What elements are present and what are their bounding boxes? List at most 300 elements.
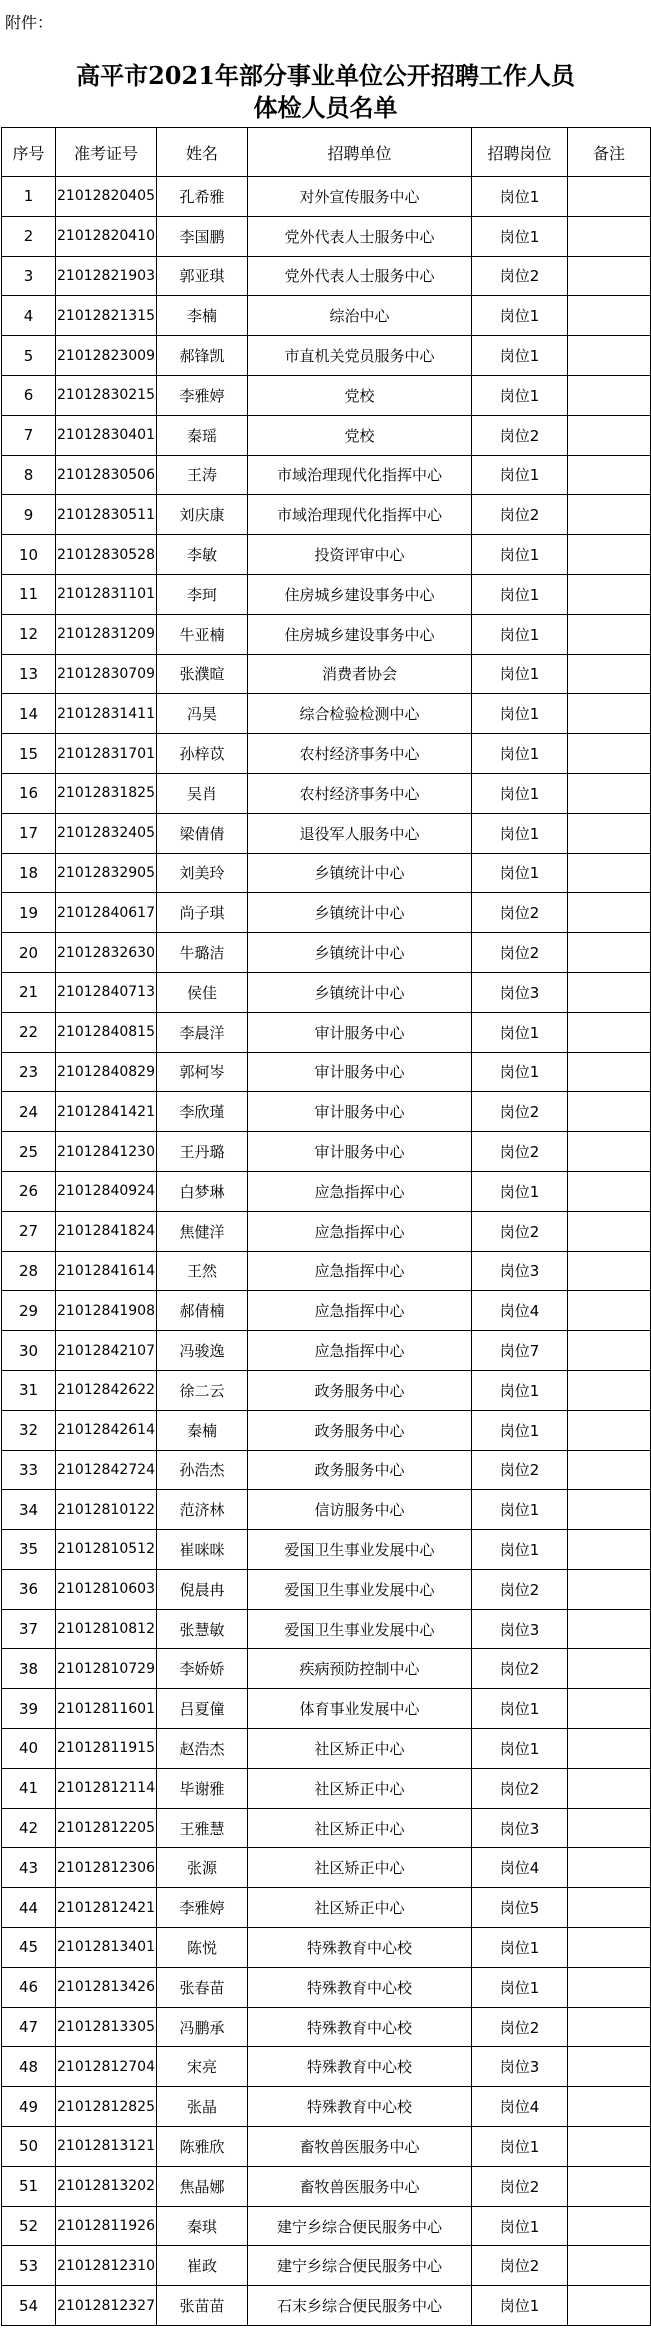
recruiting-unit-cell: 消费者协会 xyxy=(248,654,472,694)
recruiting-unit-cell: 综治中心 xyxy=(248,296,472,336)
recruiting-unit-cell: 爱国卫生事业发展中心 xyxy=(248,1530,472,1570)
position-cell: 岗位1 xyxy=(472,1967,568,2007)
position-cell: 岗位1 xyxy=(472,1530,568,1570)
serial-number-cell: 38 xyxy=(2,1649,56,1689)
ticket-number-cell: 21012841421 xyxy=(56,1092,157,1132)
recruiting-unit-cell: 特殊教育中心校 xyxy=(248,1967,472,2007)
table-row xyxy=(2,1410,651,1450)
ticket-number-cell: 21012810729 xyxy=(56,1649,157,1689)
recruiting-unit-cell: 住房城乡建设事务中心 xyxy=(248,574,472,614)
table-row xyxy=(2,2047,651,2087)
table-row xyxy=(2,1490,651,1530)
table-row xyxy=(2,336,651,376)
ticket-number-cell: 21012842622 xyxy=(56,1370,157,1410)
table-row xyxy=(2,972,651,1012)
name-cell: 孙梓苡 xyxy=(157,734,248,774)
recruiting-unit-cell: 特殊教育中心校 xyxy=(248,2007,472,2047)
serial-number-cell: 40 xyxy=(2,1729,56,1769)
serial-number-cell: 13 xyxy=(2,654,56,694)
name-cell: 崔咪咪 xyxy=(157,1530,248,1570)
table-row xyxy=(2,1649,651,1689)
recruiting-unit-cell: 乡镇统计中心 xyxy=(248,893,472,933)
name-cell: 王雅慧 xyxy=(157,1808,248,1848)
remarks-cell xyxy=(568,1410,651,1450)
ticket-number-cell: 21012840713 xyxy=(56,972,157,1012)
remarks-cell xyxy=(568,1729,651,1769)
remarks-cell xyxy=(568,1012,651,1052)
position-cell: 岗位1 xyxy=(472,694,568,734)
position-cell: 岗位1 xyxy=(472,336,568,376)
table-row xyxy=(2,654,651,694)
name-cell: 张慧敏 xyxy=(157,1609,248,1649)
serial-number-cell: 22 xyxy=(2,1012,56,1052)
remarks-cell xyxy=(568,2127,651,2167)
serial-number-cell: 28 xyxy=(2,1251,56,1291)
name-cell: 张苗苗 xyxy=(157,2286,248,2326)
table-row xyxy=(2,495,651,535)
header-remarks: 备注 xyxy=(568,128,651,177)
serial-number-cell: 35 xyxy=(2,1530,56,1570)
serial-number-cell: 7 xyxy=(2,415,56,455)
table-row xyxy=(2,813,651,853)
table-row xyxy=(2,574,651,614)
recruiting-unit-cell: 农村经济事务中心 xyxy=(248,734,472,774)
position-cell: 岗位2 xyxy=(472,2166,568,2206)
ticket-number-cell: 21012813401 xyxy=(56,1928,157,1968)
serial-number-cell: 17 xyxy=(2,813,56,853)
name-cell: 吴肖 xyxy=(157,773,248,813)
position-cell: 岗位2 xyxy=(472,1211,568,1251)
serial-number-cell: 37 xyxy=(2,1609,56,1649)
serial-number-cell: 30 xyxy=(2,1331,56,1371)
ticket-number-cell: 21012812310 xyxy=(56,2246,157,2286)
table-row xyxy=(2,1928,651,1968)
position-cell: 岗位1 xyxy=(472,853,568,893)
name-cell: 郭柯岑 xyxy=(157,1052,248,1092)
position-cell: 岗位3 xyxy=(472,1808,568,1848)
table-row xyxy=(2,177,651,217)
position-cell: 岗位1 xyxy=(472,375,568,415)
serial-number-cell: 46 xyxy=(2,1967,56,2007)
position-cell: 岗位2 xyxy=(472,495,568,535)
table-row xyxy=(2,2127,651,2167)
remarks-cell xyxy=(568,893,651,933)
header-name: 姓名 xyxy=(157,128,248,177)
remarks-cell xyxy=(568,1928,651,1968)
position-cell: 岗位2 xyxy=(472,2007,568,2047)
name-cell: 倪晨冉 xyxy=(157,1569,248,1609)
recruiting-unit-cell: 党校 xyxy=(248,375,472,415)
table-row xyxy=(2,2286,651,2326)
name-cell: 李雅婷 xyxy=(157,1888,248,1928)
remarks-cell xyxy=(568,495,651,535)
ticket-number-cell: 21012830709 xyxy=(56,654,157,694)
position-cell: 岗位1 xyxy=(472,1410,568,1450)
table-header-row xyxy=(2,128,651,177)
recruiting-unit-cell: 审计服务中心 xyxy=(248,1052,472,1092)
remarks-cell xyxy=(568,2286,651,2326)
position-cell: 岗位1 xyxy=(472,296,568,336)
table-row xyxy=(2,2166,651,2206)
recruiting-unit-cell: 特殊教育中心校 xyxy=(248,2047,472,2087)
header-position: 招聘岗位 xyxy=(472,128,568,177)
serial-number-cell: 10 xyxy=(2,535,56,575)
ticket-number-cell: 21012812825 xyxy=(56,2087,157,2127)
recruiting-unit-cell: 审计服务中心 xyxy=(248,1132,472,1172)
ticket-number-cell: 21012841614 xyxy=(56,1251,157,1291)
ticket-number-cell: 21012821315 xyxy=(56,296,157,336)
position-cell: 岗位1 xyxy=(472,654,568,694)
serial-number-cell: 43 xyxy=(2,1848,56,1888)
position-cell: 岗位1 xyxy=(472,1171,568,1211)
ticket-number-cell: 21012813426 xyxy=(56,1967,157,2007)
recruiting-unit-cell: 综合检验检测中心 xyxy=(248,694,472,734)
remarks-cell xyxy=(568,535,651,575)
recruiting-unit-cell: 应急指挥中心 xyxy=(248,1251,472,1291)
ticket-number-cell: 21012840617 xyxy=(56,893,157,933)
remarks-cell xyxy=(568,813,651,853)
remarks-cell xyxy=(568,614,651,654)
name-cell: 吕夏僮 xyxy=(157,1689,248,1729)
remarks-cell xyxy=(568,177,651,217)
serial-number-cell: 48 xyxy=(2,2047,56,2087)
position-cell: 岗位1 xyxy=(472,1689,568,1729)
ticket-number-cell: 21012841230 xyxy=(56,1132,157,1172)
recruiting-unit-cell: 审计服务中心 xyxy=(248,1092,472,1132)
recruiting-unit-cell: 政务服务中心 xyxy=(248,1410,472,1450)
serial-number-cell: 1 xyxy=(2,177,56,217)
remarks-cell xyxy=(568,1171,651,1211)
table-row xyxy=(2,1251,651,1291)
position-cell: 岗位5 xyxy=(472,1888,568,1928)
remarks-cell xyxy=(568,1092,651,1132)
remarks-cell xyxy=(568,216,651,256)
recruiting-unit-cell: 住房城乡建设事务中心 xyxy=(248,614,472,654)
remarks-cell xyxy=(568,1808,651,1848)
table-row xyxy=(2,415,651,455)
remarks-cell xyxy=(568,1132,651,1172)
position-cell: 岗位1 xyxy=(472,2127,568,2167)
position-cell: 岗位1 xyxy=(472,455,568,495)
recruiting-unit-cell: 应急指挥中心 xyxy=(248,1211,472,1251)
recruiting-unit-cell: 审计服务中心 xyxy=(248,1012,472,1052)
position-cell: 岗位1 xyxy=(472,1928,568,1968)
name-cell: 王涛 xyxy=(157,455,248,495)
position-cell: 岗位2 xyxy=(472,1768,568,1808)
name-cell: 刘美玲 xyxy=(157,853,248,893)
serial-number-cell: 27 xyxy=(2,1211,56,1251)
ticket-number-cell: 21012830215 xyxy=(56,375,157,415)
ticket-number-cell: 21012840829 xyxy=(56,1052,157,1092)
serial-number-cell: 29 xyxy=(2,1291,56,1331)
position-cell: 岗位1 xyxy=(472,535,568,575)
recruiting-unit-cell: 农村经济事务中心 xyxy=(248,773,472,813)
position-cell: 岗位3 xyxy=(472,2047,568,2087)
remarks-cell xyxy=(568,1211,651,1251)
table-row xyxy=(2,1052,651,1092)
name-cell: 毕谢雅 xyxy=(157,1768,248,1808)
name-cell: 郭亚琪 xyxy=(157,256,248,296)
ticket-number-cell: 21012813202 xyxy=(56,2166,157,2206)
position-cell: 岗位1 xyxy=(472,1052,568,1092)
table-row xyxy=(2,2206,651,2246)
serial-number-cell: 12 xyxy=(2,614,56,654)
remarks-cell xyxy=(568,1450,651,1490)
ticket-number-cell: 21012842724 xyxy=(56,1450,157,1490)
table-row xyxy=(2,375,651,415)
ticket-number-cell: 21012831101 xyxy=(56,574,157,614)
serial-number-cell: 49 xyxy=(2,2087,56,2127)
recruiting-unit-cell: 社区矫正中心 xyxy=(248,1808,472,1848)
serial-number-cell: 42 xyxy=(2,1808,56,1848)
serial-number-cell: 32 xyxy=(2,1410,56,1450)
table-row xyxy=(2,1012,651,1052)
remarks-cell xyxy=(568,256,651,296)
position-cell: 岗位1 xyxy=(472,734,568,774)
table-row xyxy=(2,455,651,495)
serial-number-cell: 19 xyxy=(2,893,56,933)
table-row xyxy=(2,1450,651,1490)
name-cell: 王然 xyxy=(157,1251,248,1291)
recruiting-unit-cell: 社区矫正中心 xyxy=(248,1888,472,1928)
position-cell: 岗位1 xyxy=(472,813,568,853)
name-cell: 李晨洋 xyxy=(157,1012,248,1052)
remarks-cell xyxy=(568,1609,651,1649)
document-title-line2: 体检人员名单 xyxy=(253,93,398,122)
table-row xyxy=(2,773,651,813)
name-cell: 徐二云 xyxy=(157,1370,248,1410)
table-row xyxy=(2,1211,651,1251)
serial-number-cell: 33 xyxy=(2,1450,56,1490)
ticket-number-cell: 21012810512 xyxy=(56,1530,157,1570)
table-row xyxy=(2,256,651,296)
header-recruiting-unit: 招聘单位 xyxy=(248,128,472,177)
ticket-number-cell: 21012831701 xyxy=(56,734,157,774)
remarks-cell xyxy=(568,1768,651,1808)
remarks-cell xyxy=(568,2206,651,2246)
serial-number-cell: 45 xyxy=(2,1928,56,1968)
table-row xyxy=(2,216,651,256)
recruiting-unit-cell: 爱国卫生事业发展中心 xyxy=(248,1609,472,1649)
recruiting-unit-cell: 对外宣传服务中心 xyxy=(248,177,472,217)
recruiting-unit-cell: 市直机关党员服务中心 xyxy=(248,336,472,376)
name-cell: 侯佳 xyxy=(157,972,248,1012)
position-cell: 岗位4 xyxy=(472,1291,568,1331)
recruiting-unit-cell: 市域治理现代化指挥中心 xyxy=(248,455,472,495)
serial-number-cell: 51 xyxy=(2,2166,56,2206)
name-cell: 张濮暄 xyxy=(157,654,248,694)
name-cell: 李国鹏 xyxy=(157,216,248,256)
ticket-number-cell: 21012831825 xyxy=(56,773,157,813)
serial-number-cell: 21 xyxy=(2,972,56,1012)
recruiting-unit-cell: 信访服务中心 xyxy=(248,1490,472,1530)
serial-number-cell: 9 xyxy=(2,495,56,535)
serial-number-cell: 15 xyxy=(2,734,56,774)
serial-number-cell: 8 xyxy=(2,455,56,495)
ticket-number-cell: 21012811915 xyxy=(56,1729,157,1769)
serial-number-cell: 5 xyxy=(2,336,56,376)
position-cell: 岗位1 xyxy=(472,216,568,256)
table-row xyxy=(2,933,651,973)
ticket-number-cell: 21012820410 xyxy=(56,216,157,256)
remarks-cell xyxy=(568,1569,651,1609)
remarks-cell xyxy=(568,1291,651,1331)
recruiting-unit-cell: 投资评审中心 xyxy=(248,535,472,575)
table-row xyxy=(2,1132,651,1172)
ticket-number-cell: 21012812114 xyxy=(56,1768,157,1808)
name-cell: 李雅婷 xyxy=(157,375,248,415)
position-cell: 岗位2 xyxy=(472,415,568,455)
recruiting-unit-cell: 应急指挥中心 xyxy=(248,1291,472,1331)
ticket-number-cell: 21012813121 xyxy=(56,2127,157,2167)
position-cell: 岗位2 xyxy=(472,1092,568,1132)
name-cell: 焦健洋 xyxy=(157,1211,248,1251)
table-row xyxy=(2,1808,651,1848)
position-cell: 岗位2 xyxy=(472,1649,568,1689)
name-cell: 郝锋凯 xyxy=(157,336,248,376)
serial-number-cell: 36 xyxy=(2,1569,56,1609)
serial-number-cell: 26 xyxy=(2,1171,56,1211)
recruiting-unit-cell: 市域治理现代化指挥中心 xyxy=(248,495,472,535)
remarks-cell xyxy=(568,2166,651,2206)
ticket-number-cell: 21012823009 xyxy=(56,336,157,376)
position-cell: 岗位1 xyxy=(472,1012,568,1052)
ticket-number-cell: 21012841824 xyxy=(56,1211,157,1251)
position-cell: 岗位1 xyxy=(472,614,568,654)
serial-number-cell: 23 xyxy=(2,1052,56,1092)
recruiting-unit-cell: 爱国卫生事业发展中心 xyxy=(248,1569,472,1609)
position-cell: 岗位4 xyxy=(472,1848,568,1888)
serial-number-cell: 6 xyxy=(2,375,56,415)
table-body xyxy=(2,177,651,2326)
table-row xyxy=(2,1370,651,1410)
remarks-cell xyxy=(568,1649,651,1689)
name-cell: 李楠 xyxy=(157,296,248,336)
name-cell: 陈雅欣 xyxy=(157,2127,248,2167)
remarks-cell xyxy=(568,1490,651,1530)
recruiting-unit-cell: 党校 xyxy=(248,415,472,455)
ticket-number-cell: 21012812327 xyxy=(56,2286,157,2326)
name-cell: 牛亚楠 xyxy=(157,614,248,654)
serial-number-cell: 53 xyxy=(2,2246,56,2286)
remarks-cell xyxy=(568,574,651,614)
table-row xyxy=(2,893,651,933)
name-cell: 焦晶娜 xyxy=(157,2166,248,2206)
serial-number-cell: 20 xyxy=(2,933,56,973)
position-cell: 岗位1 xyxy=(472,177,568,217)
recruiting-unit-cell: 社区矫正中心 xyxy=(248,1848,472,1888)
table-row xyxy=(2,535,651,575)
table-row xyxy=(2,734,651,774)
remarks-cell xyxy=(568,1251,651,1291)
remarks-cell xyxy=(568,1689,651,1729)
ticket-number-cell: 21012832405 xyxy=(56,813,157,853)
name-cell: 冯鹏承 xyxy=(157,2007,248,2047)
recruiting-unit-cell: 石末乡综合便民服务中心 xyxy=(248,2286,472,2326)
serial-number-cell: 50 xyxy=(2,2127,56,2167)
remarks-cell xyxy=(568,972,651,1012)
remarks-cell xyxy=(568,2246,651,2286)
table-row xyxy=(2,1171,651,1211)
table-row xyxy=(2,1848,651,1888)
name-cell: 李珂 xyxy=(157,574,248,614)
remarks-cell xyxy=(568,296,651,336)
serial-number-cell: 31 xyxy=(2,1370,56,1410)
serial-number-cell: 34 xyxy=(2,1490,56,1530)
name-cell: 秦瑶 xyxy=(157,415,248,455)
name-cell: 孙浩杰 xyxy=(157,1450,248,1490)
table-row xyxy=(2,296,651,336)
ticket-number-cell: 21012820405 xyxy=(56,177,157,217)
table-row xyxy=(2,2087,651,2127)
recruiting-unit-cell: 应急指挥中心 xyxy=(248,1331,472,1371)
recruiting-unit-cell: 党外代表人士服务中心 xyxy=(248,216,472,256)
remarks-cell xyxy=(568,2007,651,2047)
remarks-cell xyxy=(568,694,651,734)
remarks-cell xyxy=(568,336,651,376)
table-row xyxy=(2,2007,651,2047)
name-cell: 李敏 xyxy=(157,535,248,575)
recruiting-unit-cell: 乡镇统计中心 xyxy=(248,853,472,893)
serial-number-cell: 54 xyxy=(2,2286,56,2326)
name-cell: 尚子琪 xyxy=(157,893,248,933)
serial-number-cell: 3 xyxy=(2,256,56,296)
recruiting-unit-cell: 畜牧兽医服务中心 xyxy=(248,2166,472,2206)
name-cell: 刘庆康 xyxy=(157,495,248,535)
ticket-number-cell: 21012842107 xyxy=(56,1331,157,1371)
ticket-number-cell: 21012840815 xyxy=(56,1012,157,1052)
remarks-cell xyxy=(568,933,651,973)
header-ticket-number: 准考证号 xyxy=(56,128,157,177)
position-cell: 岗位7 xyxy=(472,1331,568,1371)
remarks-cell xyxy=(568,773,651,813)
remarks-cell xyxy=(568,2047,651,2087)
position-cell: 岗位4 xyxy=(472,2087,568,2127)
recruiting-unit-cell: 特殊教育中心校 xyxy=(248,1928,472,1968)
name-cell: 李欣瑾 xyxy=(157,1092,248,1132)
ticket-number-cell: 21012821903 xyxy=(56,256,157,296)
name-cell: 范济林 xyxy=(157,1490,248,1530)
serial-number-cell: 14 xyxy=(2,694,56,734)
table-row xyxy=(2,1331,651,1371)
ticket-number-cell: 21012812421 xyxy=(56,1888,157,1928)
remarks-cell xyxy=(568,1848,651,1888)
name-cell: 梁倩倩 xyxy=(157,813,248,853)
ticket-number-cell: 21012813305 xyxy=(56,2007,157,2047)
table-row xyxy=(2,1729,651,1769)
serial-number-cell: 16 xyxy=(2,773,56,813)
position-cell: 岗位1 xyxy=(472,1490,568,1530)
ticket-number-cell: 21012832905 xyxy=(56,853,157,893)
name-cell: 赵浩杰 xyxy=(157,1729,248,1769)
remarks-cell xyxy=(568,1331,651,1371)
serial-number-cell: 39 xyxy=(2,1689,56,1729)
remarks-cell xyxy=(568,1370,651,1410)
serial-number-cell: 2 xyxy=(2,216,56,256)
recruiting-unit-cell: 党外代表人士服务中心 xyxy=(248,256,472,296)
serial-number-cell: 4 xyxy=(2,296,56,336)
ticket-number-cell: 21012830506 xyxy=(56,455,157,495)
remarks-cell xyxy=(568,853,651,893)
position-cell: 岗位1 xyxy=(472,1370,568,1410)
name-cell: 孔希雅 xyxy=(157,177,248,217)
remarks-cell xyxy=(568,1888,651,1928)
remarks-cell xyxy=(568,415,651,455)
ticket-number-cell: 21012841908 xyxy=(56,1291,157,1331)
ticket-number-cell: 21012831209 xyxy=(56,614,157,654)
position-cell: 岗位3 xyxy=(472,972,568,1012)
ticket-number-cell: 21012830528 xyxy=(56,535,157,575)
